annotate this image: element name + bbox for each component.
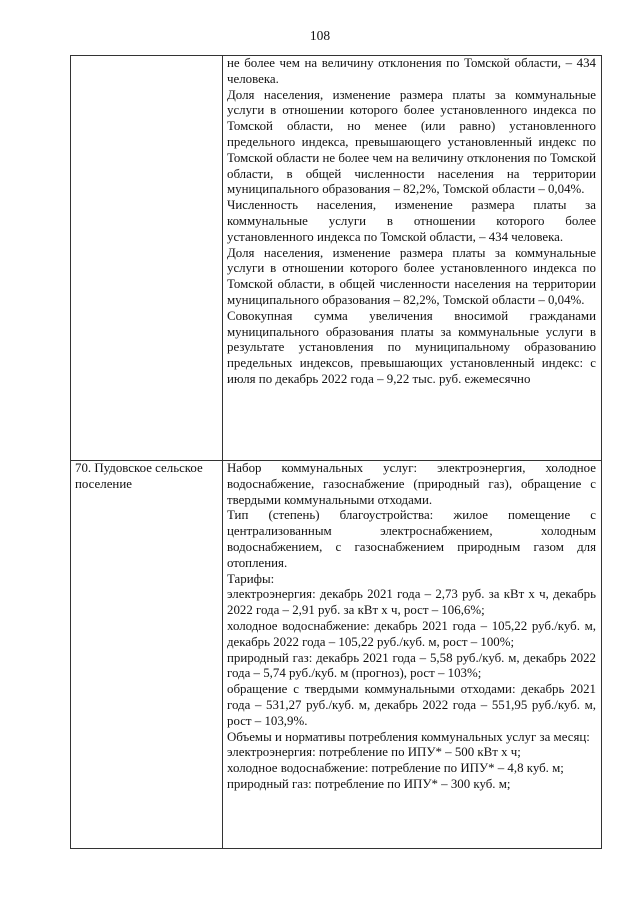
paragraph: электроэнергия: декабрь 2021 года – 2,73 руб. за кВт х ч, декабрь 2022 года – 2,91 руб. за кВт х ч, рост – 106,6%; (227, 587, 596, 618)
paragraph: не более чем на величину отклонения по Томской области, – 434 человека. (227, 56, 596, 86)
paragraph: природный газ: декабрь 2021 года – 5,58 руб./куб. м, декабрь 2022 года – 5,74 руб./куб. м (прогноз), рост – 103%; (227, 650, 596, 681)
municipality-cell-empty (71, 56, 223, 461)
paragraph: Доля населения, изменение размера платы за коммунальные услуги в отношении которого более установленного индекса по Томской области, но менее (или равно) установленного предельного индекса, превышающего установленный индекс по Томской области не более чем на величину отклонения по Томской области, в общей численности населения на территории муниципального образования – 82,2%, Томской области – 0,04%. (227, 87, 596, 197)
paragraph: Доля населения, изменение размера платы за коммунальные услуги в отношении которого более установленного индекса по Томской области, в общей численности населения на территории муниципального образования – 82,2%, Томской области – 0,04%. (227, 245, 596, 307)
paragraph: холодное водоснабжение: декабрь 2021 года – 105,22 руб./куб. м, декабрь 2022 года – 105,22 руб./куб. м, рост – 100%; (227, 618, 596, 649)
indices-table (70, 55, 602, 849)
details-cell (223, 56, 602, 461)
table-row-continuation (71, 56, 602, 461)
paragraph: Численность населения, изменение размера платы за коммунальные услуги в отношении которого более установленного индекса по Томской области, – 434 человека. (227, 198, 596, 244)
paragraph: Тарифы: (227, 571, 275, 586)
paragraph: холодное водоснабжение: потребление по ИПУ* – 4,8 куб. м; (227, 761, 564, 776)
paragraph: обращение с твердыми коммунальными отходами: декабрь 2021 года – 531,27 руб./куб. м, декабрь 2022 года – 551,95 руб./куб. м, рост – 103,9%. (227, 682, 596, 728)
table-row-pudovskoe (71, 461, 602, 849)
municipality-cell (71, 461, 223, 849)
page-number: 108 (309, 28, 331, 43)
paragraph: Совокупная сумма увеличения вносимой гражданами муниципального образования платы за коммунальные услуги в результате установления по муниципальному образованию предельных индексов, превышающих установленный индекс: с июля по декабрь 2022 года – 9,22 тыс. руб. ежемесячно (227, 308, 596, 386)
municipality-name: 70. Пудовское сельское поселение (75, 461, 203, 491)
paragraph: Объемы и нормативы потребления коммунальных услуг за месяц: (227, 729, 590, 744)
paragraph: природный газ: потребление по ИПУ* – 300 куб. м; (227, 776, 511, 791)
paragraph: электроэнергия: потребление по ИПУ* – 500 кВт х ч; (227, 745, 521, 760)
paragraph: Тип (степень) благоустройства: жилое помещение с централизованным электроснабжением, холодным водоснабжением, с газоснабжением природным газом для отопления. (227, 508, 596, 570)
paragraph: Набор коммунальных услуг: электроэнергия, холодное водоснабжение, газоснабжение (природный газ), обращение с твердыми коммунальными отходами. (227, 461, 596, 507)
details-cell (223, 461, 602, 849)
